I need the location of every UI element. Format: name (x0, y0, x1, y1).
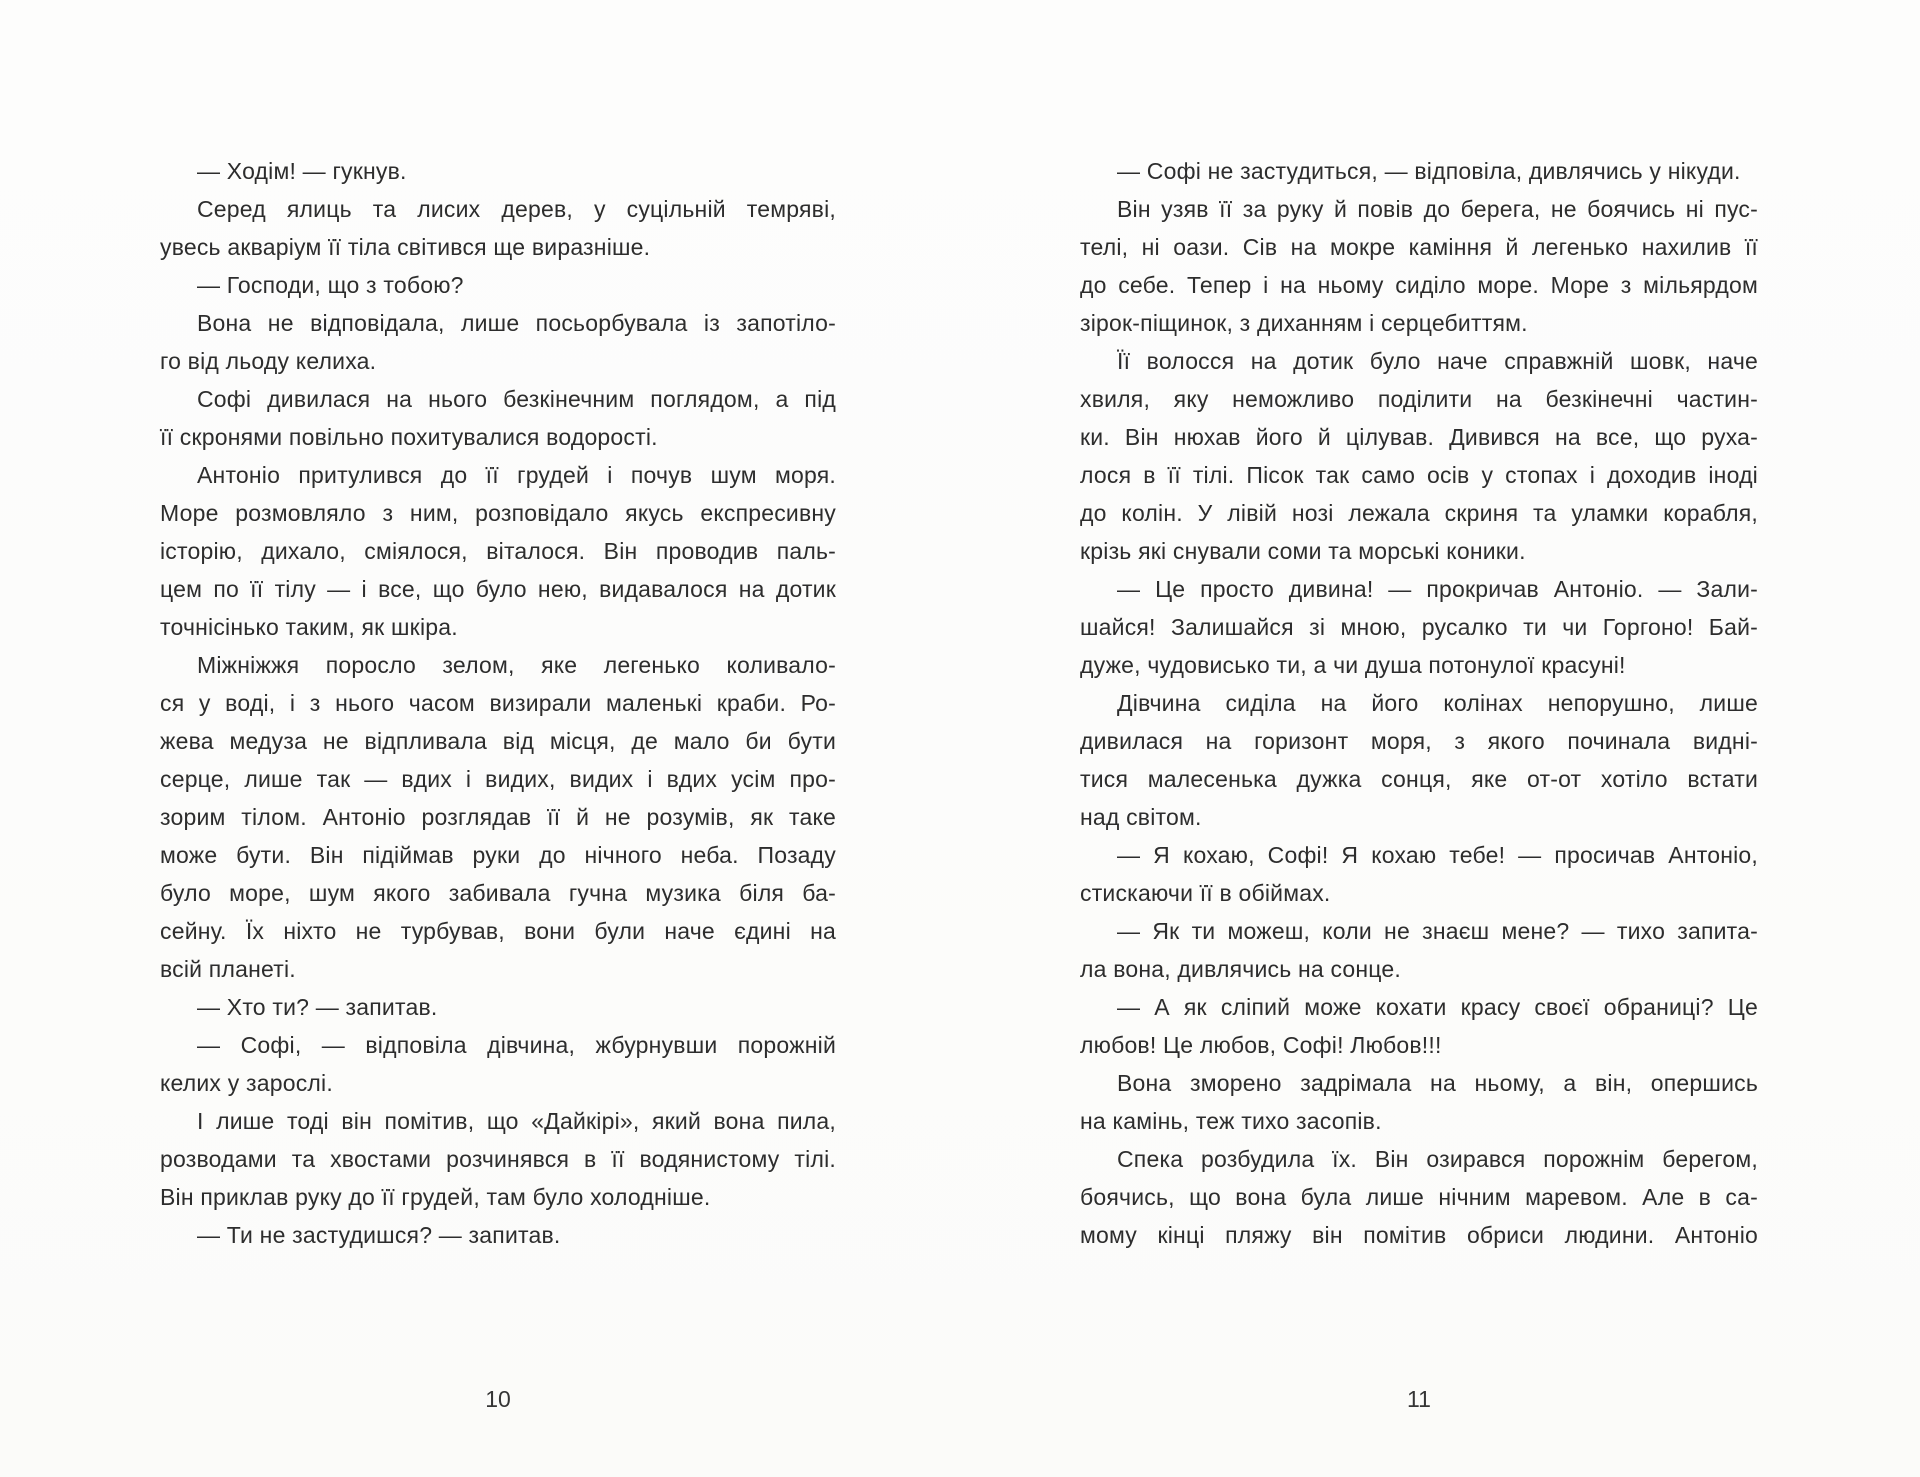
text-line: Серед ялиць та лисих дерев, у суцільній темряві, (197, 196, 836, 222)
text-line: Вона не відповідала, лише посьорбувала із запотіло- (197, 310, 836, 336)
text-line: до колін. У лівій нозі лежала скриня та уламки корабля, (1080, 500, 1758, 526)
text-line: до себе. Тепер і на ньому сиділо море. Море з мільярдом (1080, 272, 1758, 298)
text-line: — Софі, — відповіла дівчина, жбурнувши порожній (197, 1032, 836, 1058)
text-line: — Ти не застудишся? — запитав. (197, 1222, 561, 1248)
text-line: Антоніо притулився до її грудей і почув шум моря. (197, 462, 836, 488)
page-right-text-block (1080, 152, 1758, 1254)
text-line: Він узяв її за руку й повів до берега, не боячись ні пус- (1117, 196, 1758, 222)
text-line: — Софі не застудиться, — відповіла, дивлячись у нікуди. (1117, 158, 1741, 184)
page-number-left: 10 (485, 1386, 511, 1412)
text-line: всій планеті. (160, 956, 296, 982)
text-line: мому кінці пляжу він помітив обриси людини. Антоніо (1080, 1222, 1758, 1248)
text-line: Її волосся на дотик було наче справжній шовк, наче (1117, 348, 1758, 374)
text-line: дивилася на горизонт моря, з якого починала видні- (1080, 728, 1758, 754)
text-line: над світом. (1080, 804, 1202, 830)
text-line: — Я кохаю, Софі! Я кохаю тебе! — просичав Антоніо, (1117, 842, 1758, 868)
text-line: Дівчина сиділа на його колінах непорушно, лише (1117, 690, 1758, 716)
text-line: точнісінько таким, як шкіра. (160, 614, 458, 640)
text-line: розводами та хвостами розчинявся в її водянистому тілі. (160, 1146, 836, 1172)
text-line: телі, ні оази. Сів на мокре каміння й легенько нахилив її (1080, 234, 1758, 260)
text-line: зорим тілом. Антоніо розглядав її й не розумів, як таке (160, 804, 836, 830)
text-line: — А як сліпий може кохати красу своєї обраниці? Це (1117, 994, 1758, 1020)
text-line: — Хто ти? — запитав. (197, 994, 438, 1020)
text-line: Міжніжжя поросло зелом, яке легенько коливало- (197, 652, 836, 678)
text-line: увесь акваріум її тіла світився ще виразніше. (160, 234, 651, 260)
text-line: цем по її тілу — і все, що було нею, видавалося на дотик (160, 576, 836, 602)
text-line: її скронями повільно похитувалися водорості. (160, 424, 658, 450)
text-line: І лише тоді він помітив, що «Дайкірі», який вона пила, (197, 1108, 836, 1134)
text-line: ла вона, дивлячись на сонце. (1080, 956, 1401, 982)
page-number-right: 11 (1407, 1386, 1431, 1412)
text-line: Він приклав руку до її грудей, там було холодніше. (160, 1184, 711, 1210)
text-line: шайся! Залишайся зі мною, русалко ти чи Горгоно! Бай- (1080, 614, 1758, 640)
text-line: на камінь, теж тихо засопів. (1080, 1108, 1382, 1134)
text-line: хвиля, яку неможливо поділити на безкінечні частин- (1080, 386, 1758, 412)
text-line: келих у зарослі. (160, 1070, 333, 1096)
text-line: було море, шум якого забивала гучна музика біля ба- (160, 880, 836, 906)
text-line: стискаючи її в обіймах. (1080, 880, 1331, 906)
text-line: — Це просто дивина! — прокричав Антоніо. — Зали- (1117, 576, 1758, 602)
text-line: го від льоду келиха. (160, 348, 377, 374)
text-line: серце, лише так — вдих і видих, видих і вдих усім про- (160, 766, 836, 792)
text-line: історію, дихало, сміялося, віталося. Він проводив паль- (160, 538, 836, 564)
text-line: крізь які снували соми та морські коники. (1080, 538, 1526, 564)
text-line: тися малесенька дужка сонця, яке от-от хотіло встати (1080, 766, 1758, 792)
text-line: ся у воді, і з нього часом визирали маленькі краби. Ро- (160, 690, 836, 716)
text-line: Море розмовляло з ним, розповідало якусь експресивну (160, 500, 836, 526)
text-line: ки. Він нюхав його й цілував. Дивився на все, що руха- (1080, 424, 1758, 450)
text-line: Софі дивилася на нього безкінечним поглядом, а під (197, 386, 836, 412)
text-line: може бути. Він підіймав руки до нічного неба. Позаду (160, 842, 836, 868)
text-line: лося в її тілі. Пісок так само осів у стопах і доходив іноді (1080, 462, 1758, 488)
text-line: Вона зморено задрімала на ньому, а він, опершись (1117, 1070, 1758, 1096)
text-line: боячись, що вона була лише нічним маревом. Але в са- (1080, 1184, 1758, 1210)
text-line: сейну. Їх ніхто не турбував, вони були наче єдині на (160, 918, 836, 944)
text-line: любов! Це любов, Софі! Любов!!! (1080, 1032, 1442, 1058)
text-line: зірок-піщинок, з диханням і серцебиттям. (1080, 310, 1528, 336)
text-line: жева медуза не відпливала від місця, де мало би бути (160, 728, 836, 754)
text-line: — Господи, що з тобою? (197, 272, 464, 298)
text-line: — Ходім! — гукнув. (197, 158, 407, 184)
page-left-text-block (160, 152, 836, 1254)
text-line: дуже, чудовисько ти, а чи душа потонулої красуні! (1080, 652, 1626, 678)
text-line: Спека розбудила їх. Він озирався порожнім берегом, (1117, 1146, 1758, 1172)
text-line: — Як ти можеш, коли не знаєш мене? — тихо запита- (1117, 918, 1758, 944)
